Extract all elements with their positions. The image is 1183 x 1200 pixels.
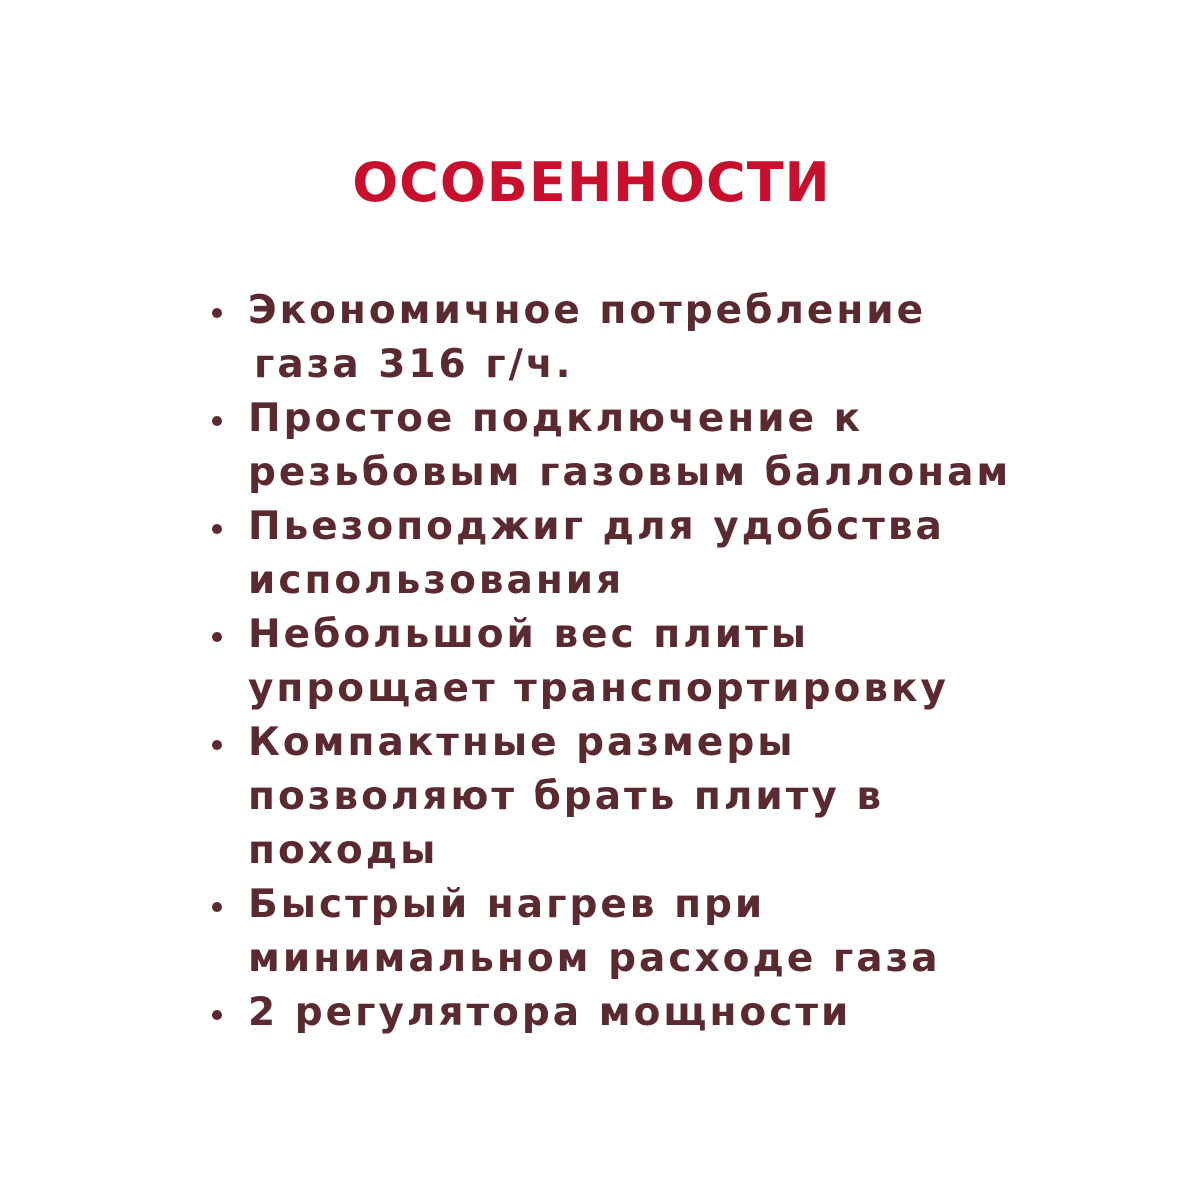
feature-text-line: Простое подключение к — [248, 396, 864, 441]
feature-text-line: упрощает транспортировку — [248, 666, 949, 711]
bullet-icon — [212, 740, 222, 750]
list-item — [248, 500, 1148, 608]
list-item — [248, 716, 1148, 878]
feature-text-line: 2 регулятора мощности — [248, 990, 852, 1035]
list-item — [248, 392, 1148, 500]
feature-text-line: газа 316 г/ч. — [254, 342, 574, 387]
bullet-icon — [212, 1010, 222, 1020]
feature-text-line: Экономичное потребление — [248, 288, 927, 333]
feature-text-line: использования — [248, 558, 625, 603]
feature-text-line: Пьезоподжиг для удобства — [248, 504, 945, 549]
feature-text-line: походы — [248, 828, 439, 873]
feature-text-line: Компактные размеры — [248, 720, 796, 765]
feature-text-line: позволяют брать плиту в — [248, 774, 885, 819]
feature-text-line: Небольшой вес плиты — [248, 612, 809, 657]
feature-text-line: резьбовым газовым баллонам — [248, 450, 1012, 495]
list-item — [248, 986, 1148, 1040]
bullet-icon — [212, 524, 222, 534]
feature-text-line: Быстрый нагрев при — [248, 882, 766, 927]
feature-text-line: минимальном расходе газа — [248, 936, 941, 981]
bullet-icon — [212, 416, 222, 426]
bullet-icon — [212, 902, 222, 912]
page-title: ОСОБЕННОСТИ — [352, 151, 831, 214]
list-item — [248, 284, 1148, 392]
bullet-icon — [212, 632, 222, 642]
features-list — [248, 284, 1148, 1040]
list-item — [248, 608, 1148, 716]
bullet-icon — [212, 308, 222, 318]
list-item — [248, 878, 1148, 986]
